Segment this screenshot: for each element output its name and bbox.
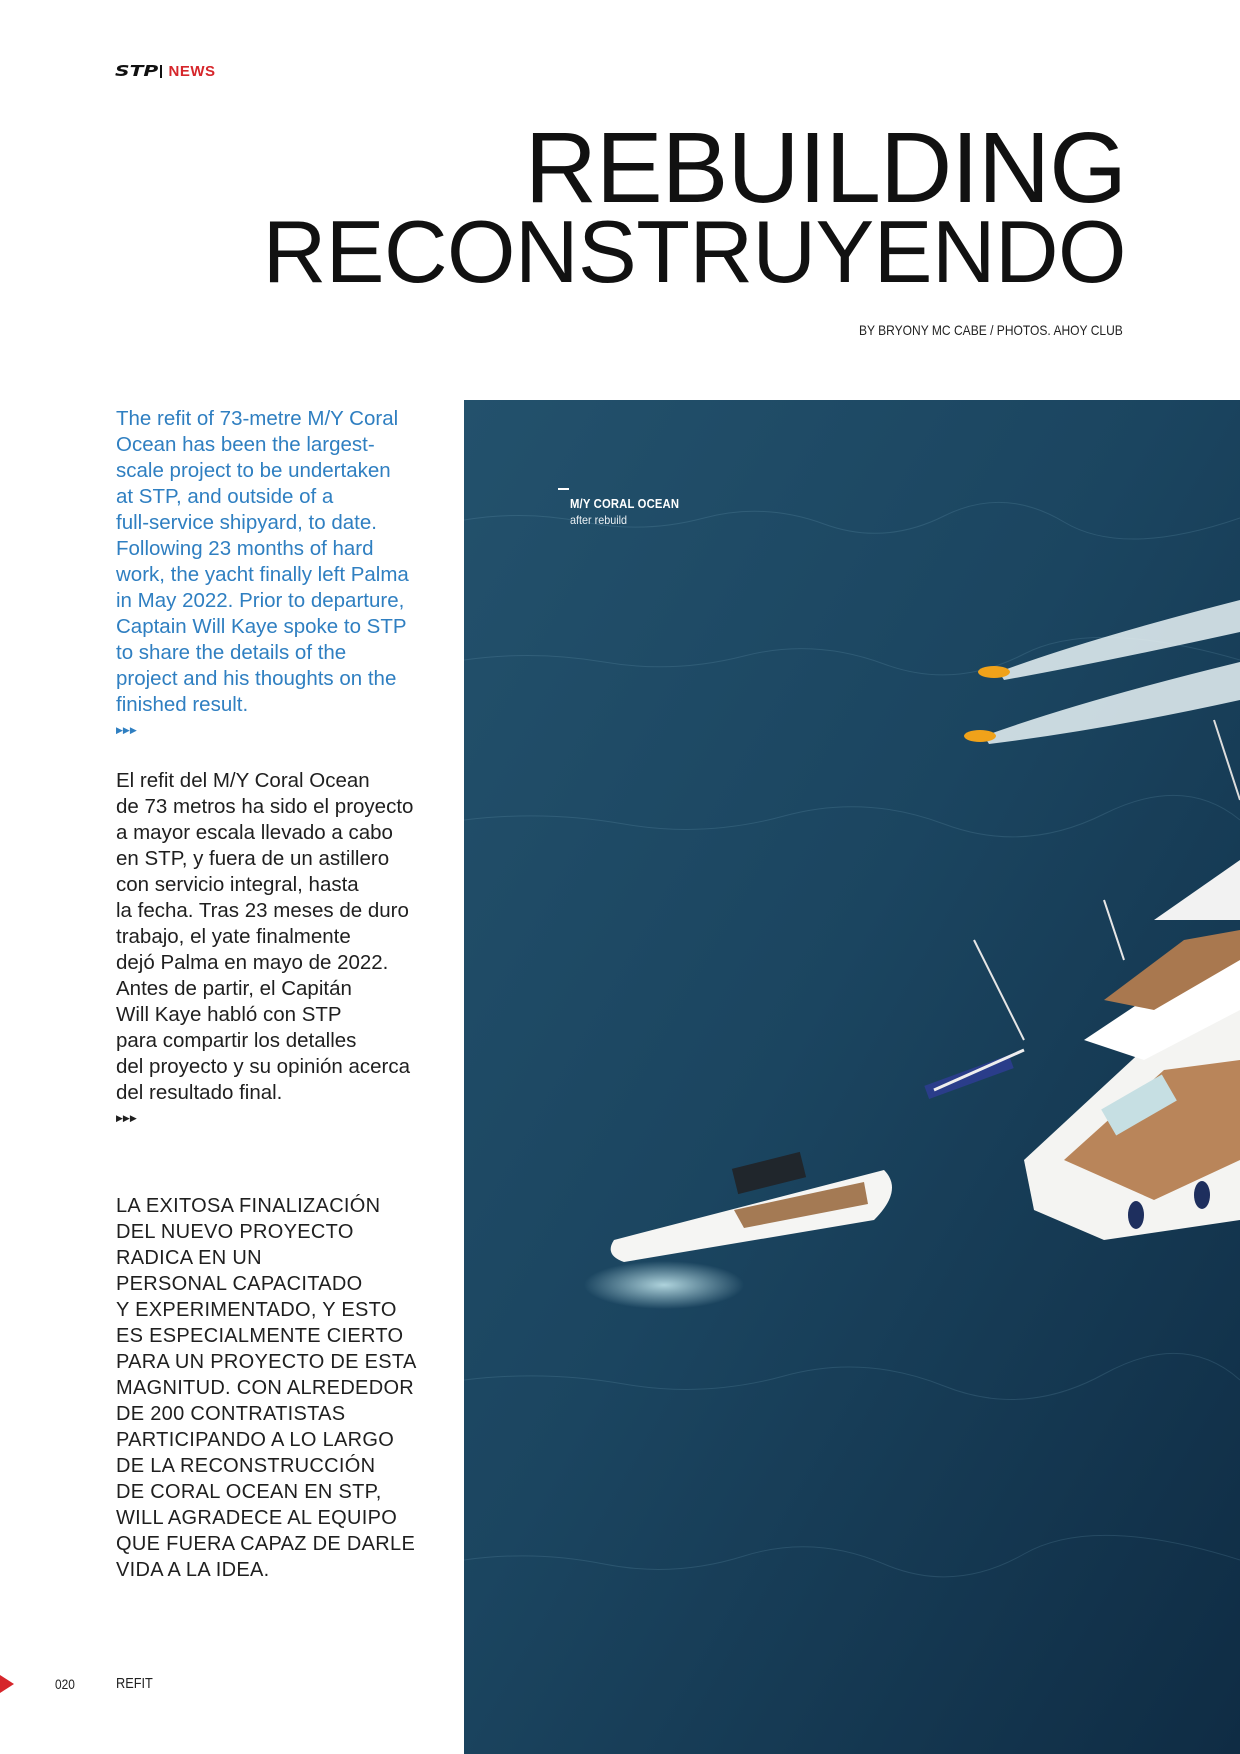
caption-dash [558,488,569,490]
page-marker-icon [0,1675,14,1693]
continue-arrows-icon: ▶▶▶ [116,725,137,735]
section-label: NEWS [168,62,216,80]
masthead [115,62,216,80]
sea-illustration [464,400,1240,1754]
jetski [964,730,996,742]
footer-section: REFIT [116,1675,153,1692]
intro-spanish-text: El refit del M/Y Coral Ocean de 73 metros ha sido el proyecto a mayor escala llevado a cabo en STP, y fuera de un astillero con servicio integral, hasta la fecha. Tras 23 meses de duro trabajo, el yate finalmente dejó Palma en mayo de 2022. Antes de partir, el Capitán Will Kaye habló con STP para compartir los detalles del proyecto y su opinión acerca del resultado final. [116,769,414,1104]
headline-spanish: RECONSTRUYENDO [262,202,1126,301]
intro-spanish [116,768,436,1124]
jetski [978,666,1010,678]
pull-quote-text: LA EXITOSA FINALIZACIÓN DEL NUEVO PROYECTO RADICA EN UN PERSONAL CAPACITADO Y EXPERIMENTADO, Y ESTO ES ESPECIALMENTE CIERTO PARA UN PROYECTO DE ESTA MAGNITUD. CON ALREDEDOR DE 200 CONTRATISTAS PARTICIPANDO A LO LARGO DE LA RECONSTRUCCIÓN DE CORAL OCEAN EN STP, WILL AGRADECE AL EQUIPO QUE FUERA CAPAZ DE DARLE VIDA A LA IDEA. [116,1195,417,1581]
caption-subtitle: after rebuild [570,513,628,527]
photo-caption [570,488,691,527]
yacht-aerial-photo [464,400,1240,1754]
caption-title: M/Y CORAL OCEAN [570,497,680,511]
byline: BY BRYONY MC CABE / PHOTOS. AHOY CLUB [859,322,1123,338]
brand-logo: STP [115,62,159,80]
headline-english: REBUILDING [524,112,1126,224]
pull-quote [116,1193,436,1583]
page-number: 020 [55,1676,75,1692]
intro-english [116,406,436,736]
intro-english-text: The refit of 73-metre M/Y Coral Ocean has been the largest- scale project to be undertaken at STP, and outside of a full-service shipyard, to date. Following 23 months of hard work, the yacht finally left Palma in May 2022. Prior to departure, Captain Will Kaye spoke to STP to share the details of the project and his thoughts on the finished result. [116,407,409,716]
continue-arrows-icon: ▶▶▶ [116,1113,137,1123]
